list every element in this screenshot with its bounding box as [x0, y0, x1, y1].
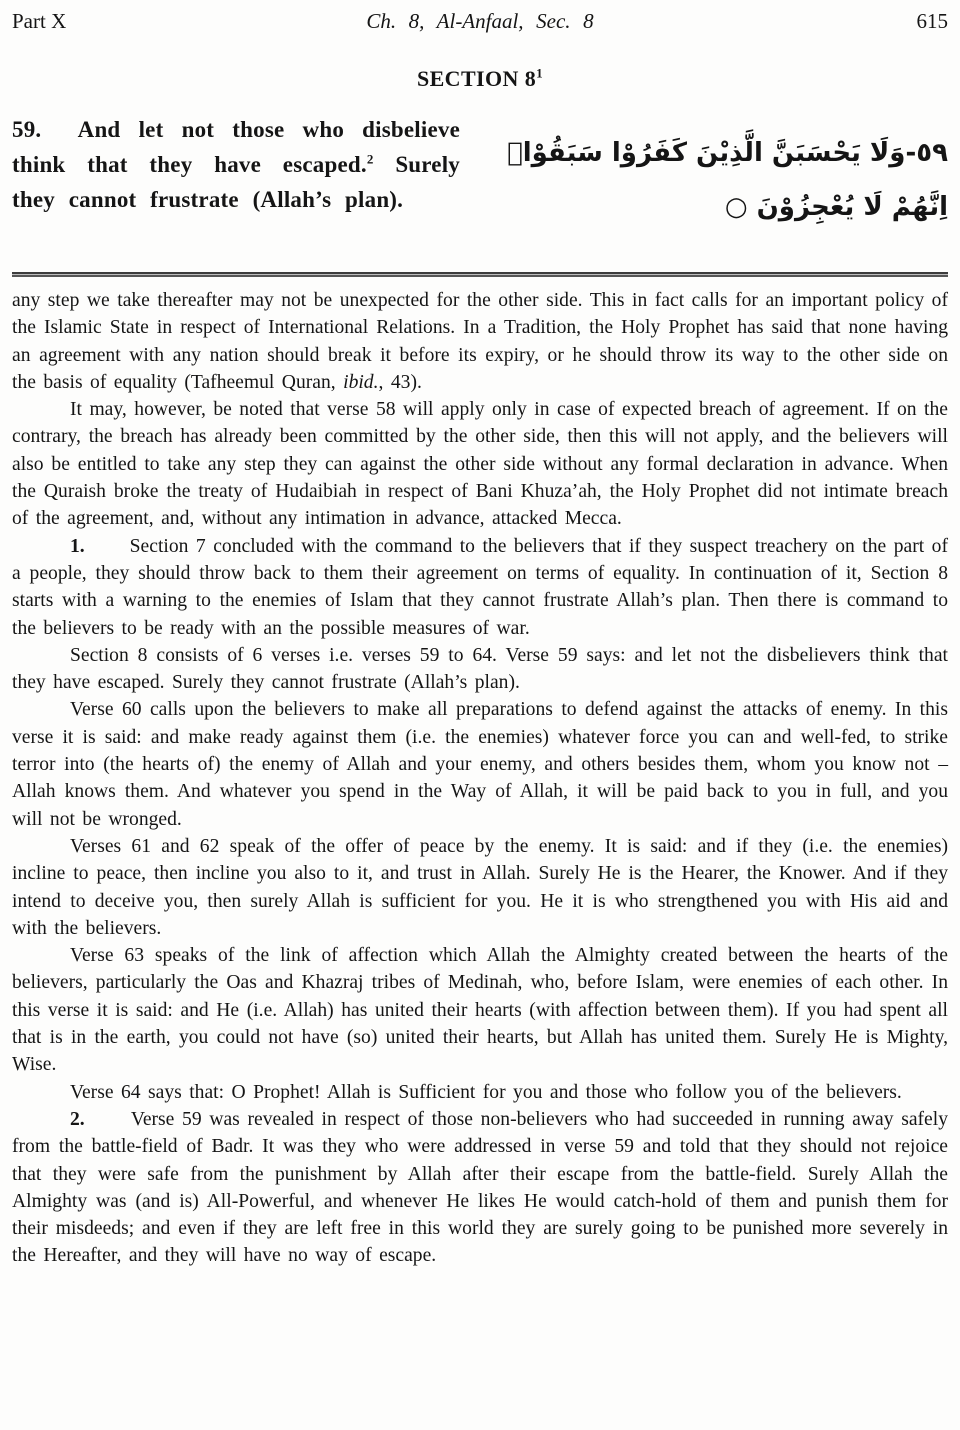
section-heading: [12, 66, 948, 92]
arabic-line: ٥٩-وَلَا يَحْسَبَنَّ الَّذِيْنَ كَفَرُوْا سَبَقُوْاۚ: [507, 138, 948, 168]
section-title: SECTION 8: [416, 66, 537, 91]
text-run: Verse 60 calls upon the believers to make all preparations to defend against the attacks of enemy. In this verse it is said: and make ready against them (i.e. the enemies) whatever force you can and well-fed, to strike terror into (the hearts of) the enemy of Allah and your enemy, and others besides them, whom you know not – Allah knows them. And whatever you spend in the Way of Allah, it will be paid back to you in full, and you will not be wronged.: [12, 699, 948, 830]
text-run: Verse 64 says that: O Prophet! Allah is Sufficient for you and those who follow you of the believers.: [70, 1081, 902, 1103]
paragraph: [12, 642, 948, 697]
paragraph: [12, 287, 948, 396]
verse-translation: [12, 112, 460, 217]
arabic-line: اِنَّهُمْ لَا يُعْجِزُوْنَ ○: [724, 192, 948, 222]
paragraph: [12, 833, 948, 942]
page-number: 615: [916, 9, 948, 33]
chapter-title: Ch. 8, Al-Anfaal, Sec. 8: [366, 9, 594, 33]
paragraph: [12, 696, 948, 832]
text-run: 1.: [70, 535, 85, 557]
text-run: Verse 63 speaks of the link of affection which Allah the Almighty created between the hearts of the believers, particularly the Oas and Khazraj tribes of Medinah, who, before Islam, were enemies of each other. In this verse it is said: and He (i.e. Allah) has united their hearts (with affection between them). If you had spent all that is in the earth, you could not have (so) united their hearts, but Allah has united them. Surely He is Mighty, Wise.: [12, 945, 948, 1076]
text-run: any step we take thereafter may not be unexpected for the other side. This in fact calls for an important policy of the Islamic State in respect of International Relations. In a Tradition, the Holy Prophet has said that none having an agreement with any nation should break it before its expiry, or he should throw its way to the other side on the basis of equality (Tafheemul Quran,: [12, 290, 948, 393]
text-run: Section 8 consists of 6 verses i.e. verses 59 to 64. Verse 59 says: and let not the disbelievers think that they have escaped. Surely they cannot frustrate (Allah’s plan).: [12, 644, 948, 694]
footnote-ref: 2: [366, 151, 374, 167]
paragraph: [12, 396, 948, 532]
divider-rule: [12, 272, 948, 277]
text-run: 2.: [70, 1108, 85, 1130]
text-run: 59. And let not those who disbelieve think that they have escaped.: [12, 117, 460, 177]
paragraph: [12, 533, 948, 642]
verse-block: [12, 112, 948, 260]
paragraph: [12, 1106, 948, 1270]
verse-arabic: [480, 112, 948, 234]
text-run: Section 7 concluded with the command to the believers that if they suspect treachery on the part of a people, they should throw back to them their agreement on terms of equality. In continuation of it, Section 8 starts with a warning to the enemies of Islam that they cannot frustrate Allah’s plan. Then there is command to the believers to be ready with an the possible measures of war.: [12, 535, 948, 639]
page-header: [12, 8, 948, 34]
section-footnote-ref: 1: [536, 65, 544, 81]
text-run: ibid.: [343, 371, 379, 393]
text-run: Surely they cannot frustrate (Allah’s plan).: [12, 152, 460, 212]
text-run: , 43).: [378, 371, 422, 393]
paragraph: [12, 942, 948, 1078]
part-label: Part X: [12, 9, 67, 33]
commentary-body: [12, 287, 948, 1270]
text-run: Verses 61 and 62 speak of the offer of peace by the enemy. It is said: and if they (i.e. the enemies) incline to peace, then incline you also to it, and trust in Allah. Surely He is the Hearer, the Knower. And if they intend to deceive you, then surely Allah is sufficient for you. He it is who strengthened you with His aid and with the believers.: [12, 835, 948, 939]
text-run: Verse 59 was revealed in respect of those non-believers who had succeeded in running away safely from the battle-field of Badr. It was they who were addressed in verse 59 and told that they should not rejoice that they were safe from the punishment by Allah after their escape from the battle-field. Surely Allah the Almighty was (and is) All-Powerful, and whenever He likes He would catch-hold of them and punish them for their misdeeds; and even if they are left free in this world they are surely going to be punished more severely in the Hereafter, and they will have no way of escape.: [12, 1108, 948, 1267]
text-run: It may, however, be noted that verse 58 will apply only in case of expected breach of agreement. If on the contrary, the breach has already been committed by the other side, then this will not apply, and the believers will also be entitled to take any step they can against the other side without any formal declaration in advance. When the Quraish broke the treaty of Hudaibiah in respect of Bani Khuza’ah, the Holy Prophet did not intimate breach of the agreement, and, without any intimation in advance, attacked Mecca.: [12, 399, 948, 530]
paragraph: [12, 1079, 948, 1106]
